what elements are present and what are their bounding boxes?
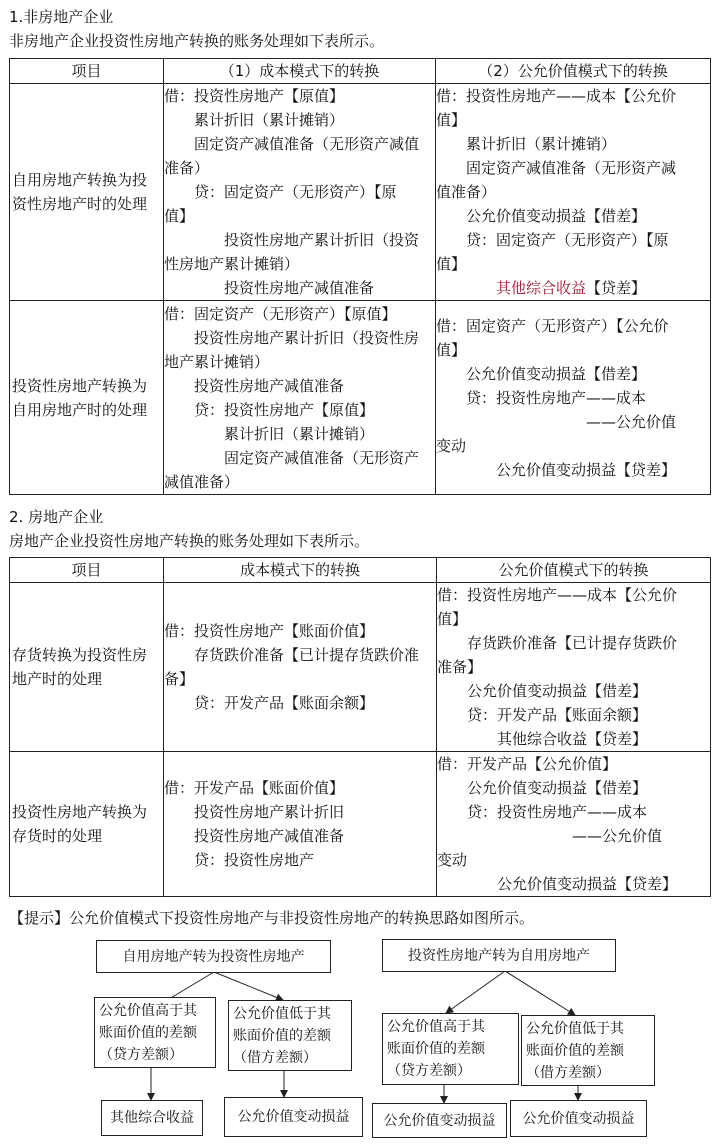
entry-line: 其他综合收益【贷差】 bbox=[437, 730, 648, 748]
box-line: 公允价值高于其 bbox=[99, 1002, 197, 1019]
arrow-right-a bbox=[446, 971, 505, 1013]
entry-line: 累计折旧（累计摊销） bbox=[164, 424, 375, 443]
entry-line: 备】 bbox=[164, 670, 195, 688]
entry-line: 存货时的处理 bbox=[12, 827, 103, 845]
entry-line: 值】 bbox=[436, 340, 467, 359]
entry-line: 值】 bbox=[164, 207, 195, 225]
box-line: 账面价值的差额 bbox=[233, 1027, 331, 1044]
box-line: 账面价值的差额 bbox=[526, 1042, 624, 1059]
box-line: 公允价值高于其 bbox=[387, 1019, 485, 1035]
left-higher-box bbox=[94, 997, 216, 1068]
entry-line: 固定资产减值准备（无形资产减值 bbox=[164, 135, 420, 153]
box-line: 账面价值的差额 bbox=[387, 1041, 485, 1057]
section2-intro: 房地产企业投资性房地产转换的账务处理如下表所示。 bbox=[9, 532, 370, 550]
entry-line: 自用房地产转换为投 bbox=[12, 171, 148, 189]
entry-line: 投资性房地产累计折旧 bbox=[164, 803, 345, 821]
entry-line: 借：开发产品【账面价值】 bbox=[164, 779, 345, 797]
entry-line: 贷：投资性房地产——成本 bbox=[437, 803, 648, 821]
left-lower-box bbox=[228, 1000, 352, 1071]
box-line: （贷方差额） bbox=[99, 1046, 183, 1063]
entry-line: 公允价值变动损益【借差】 bbox=[436, 364, 647, 383]
entry-line: 存货转换为投资性房 bbox=[12, 646, 148, 664]
header-cost-model: 成本模式下的转换 bbox=[164, 558, 437, 583]
entry-line: 自用房地产时的处理 bbox=[12, 400, 148, 419]
entry-line: 借：投资性房地产【账面价值】 bbox=[164, 622, 375, 640]
entry-line: 贷：投资性房地产【原值】 bbox=[164, 400, 375, 419]
box-line: （贷方差额） bbox=[387, 1063, 471, 1079]
entry-line: 贷：固定资产（无形资产）【原 bbox=[164, 183, 397, 201]
left-root-box: 自用房地产转为投资性房地产 bbox=[96, 940, 331, 973]
header-cost-model: （1）成本模式下的转换 bbox=[164, 59, 436, 84]
entry-line: 累计折旧（累计摊销） bbox=[436, 135, 617, 153]
right-root-box: 投资性房地产转为自用房地产 bbox=[382, 939, 616, 972]
section1-intro: 非房地产企业投资性房地产转换的账务处理如下表所示。 bbox=[9, 32, 385, 50]
entry-line: 地产时的处理 bbox=[12, 670, 103, 688]
arrow-left-b bbox=[214, 972, 283, 1000]
right-higher-result-box: 公允价值变动损益 bbox=[372, 1103, 507, 1138]
entry-line: 贷：固定资产（无形资产）【原 bbox=[436, 231, 669, 249]
entry-line: 值】 bbox=[436, 255, 467, 273]
box-line: 账面价值的差额 bbox=[99, 1024, 197, 1041]
highlighted-account: 其他综合收益 bbox=[496, 279, 587, 297]
box-line: 公允价值低于其 bbox=[526, 1020, 624, 1037]
entry-line: 公允价值变动损益【贷差】 bbox=[436, 460, 677, 479]
left-lower-result-box: 公允价值变动损益 bbox=[224, 1097, 363, 1137]
entry-line: 累计折旧（累计摊销） bbox=[164, 111, 345, 129]
entry-line: 公允价值变动损益【借差】 bbox=[437, 779, 648, 797]
arrow-right-b bbox=[505, 971, 575, 1015]
entry-line: 投资性房地产减值准备 bbox=[164, 827, 345, 845]
entry-line: 投资性房地产转换为 bbox=[12, 376, 148, 395]
entry-line: 固定资产减值准备（无形资产减 bbox=[436, 159, 677, 177]
entry-line: 借：固定资产（无形资产）【原值】 bbox=[164, 304, 397, 323]
tip-text: 【提示】公允价值模式下投资性房地产与非投资性房地产的转换思路如图所示。 bbox=[9, 909, 535, 927]
entry-line: 贷：投资性房地产——成本 bbox=[436, 388, 647, 407]
entry-line: 公允价值变动损益【借差】 bbox=[437, 682, 648, 700]
entry-line: 借：投资性房地产——成本【公允价 bbox=[437, 586, 678, 604]
entry-line: 贷：开发产品【账面余额】 bbox=[437, 706, 648, 724]
entry-line: 变动 bbox=[437, 851, 468, 869]
section1-heading: 1.非房地产企业 bbox=[9, 8, 114, 26]
entry-line: ——公允价值 bbox=[437, 827, 663, 845]
entry-line: 公允价值变动损益【借差】 bbox=[436, 207, 647, 225]
entry-line: 减值准备） bbox=[164, 472, 240, 491]
entry-note: 【贷差】 bbox=[586, 279, 647, 297]
entry-line: 准备】 bbox=[437, 658, 483, 676]
box-line: （借方差额） bbox=[526, 1064, 610, 1081]
entry-line: 投资性房地产转换为 bbox=[12, 803, 148, 821]
header-fair-value-model: 公允价值模式下的转换 bbox=[437, 558, 711, 583]
entry-line: 存货跌价准备【已计提存货跌价 bbox=[437, 634, 678, 652]
entry-line: 性房地产累计摊销） bbox=[164, 255, 300, 273]
entry-line: 投资性房地产累计折旧（投资 bbox=[164, 231, 420, 249]
entry-line: 投资性房地产减值准备 bbox=[164, 279, 375, 297]
entry-line: 投资性房地产减值准备 bbox=[164, 376, 345, 395]
entry-line: 资性房地产时的处理 bbox=[12, 195, 148, 213]
entry-line: 地产累计摊销） bbox=[164, 352, 270, 371]
entry-line: 变动 bbox=[436, 436, 467, 455]
entry-line: 固定资产减值准备（无形资产 bbox=[164, 448, 420, 467]
entry-line: 值】 bbox=[437, 610, 468, 628]
entry-line: 贷：投资性房地产 bbox=[164, 851, 315, 869]
header-item: 项目 bbox=[10, 558, 164, 583]
header-fair-value-model: （2）公允价值模式下的转换 bbox=[436, 59, 711, 84]
entry-line: 公允价值变动损益【贷差】 bbox=[437, 875, 678, 893]
box-line: （借方差额） bbox=[233, 1049, 317, 1066]
entry-line: 准备） bbox=[164, 159, 210, 177]
right-higher-box bbox=[382, 1013, 519, 1085]
entry-line: ——公允价值 bbox=[436, 412, 677, 431]
entry-line: 值准备） bbox=[436, 183, 497, 201]
right-lower-box bbox=[521, 1015, 655, 1086]
entry-line: 借：投资性房地产【原值】 bbox=[164, 87, 345, 105]
entry-line: 借：开发产品【公允价值】 bbox=[437, 755, 618, 773]
box-line: 公允价值低于其 bbox=[233, 1005, 331, 1022]
header-item: 项目 bbox=[10, 59, 164, 84]
entry-line: 借：投资性房地产——成本【公允价 bbox=[436, 87, 677, 105]
entry-line: 借：固定资产（无形资产）【公允价 bbox=[436, 316, 669, 335]
right-lower-result-box: 公允价值变动损益 bbox=[510, 1100, 647, 1137]
entry-line: 值】 bbox=[436, 111, 467, 129]
entry-line: 投资性房地产累计折旧（投资性房 bbox=[164, 328, 420, 347]
left-higher-result-box: 其他综合收益 bbox=[101, 1100, 203, 1136]
entry-line: 存货跌价准备【已计提存货跌价准 bbox=[164, 646, 420, 664]
entry-line: 贷：开发产品【账面余额】 bbox=[164, 694, 375, 712]
section2-heading: 2. 房地产企业 bbox=[9, 508, 104, 526]
